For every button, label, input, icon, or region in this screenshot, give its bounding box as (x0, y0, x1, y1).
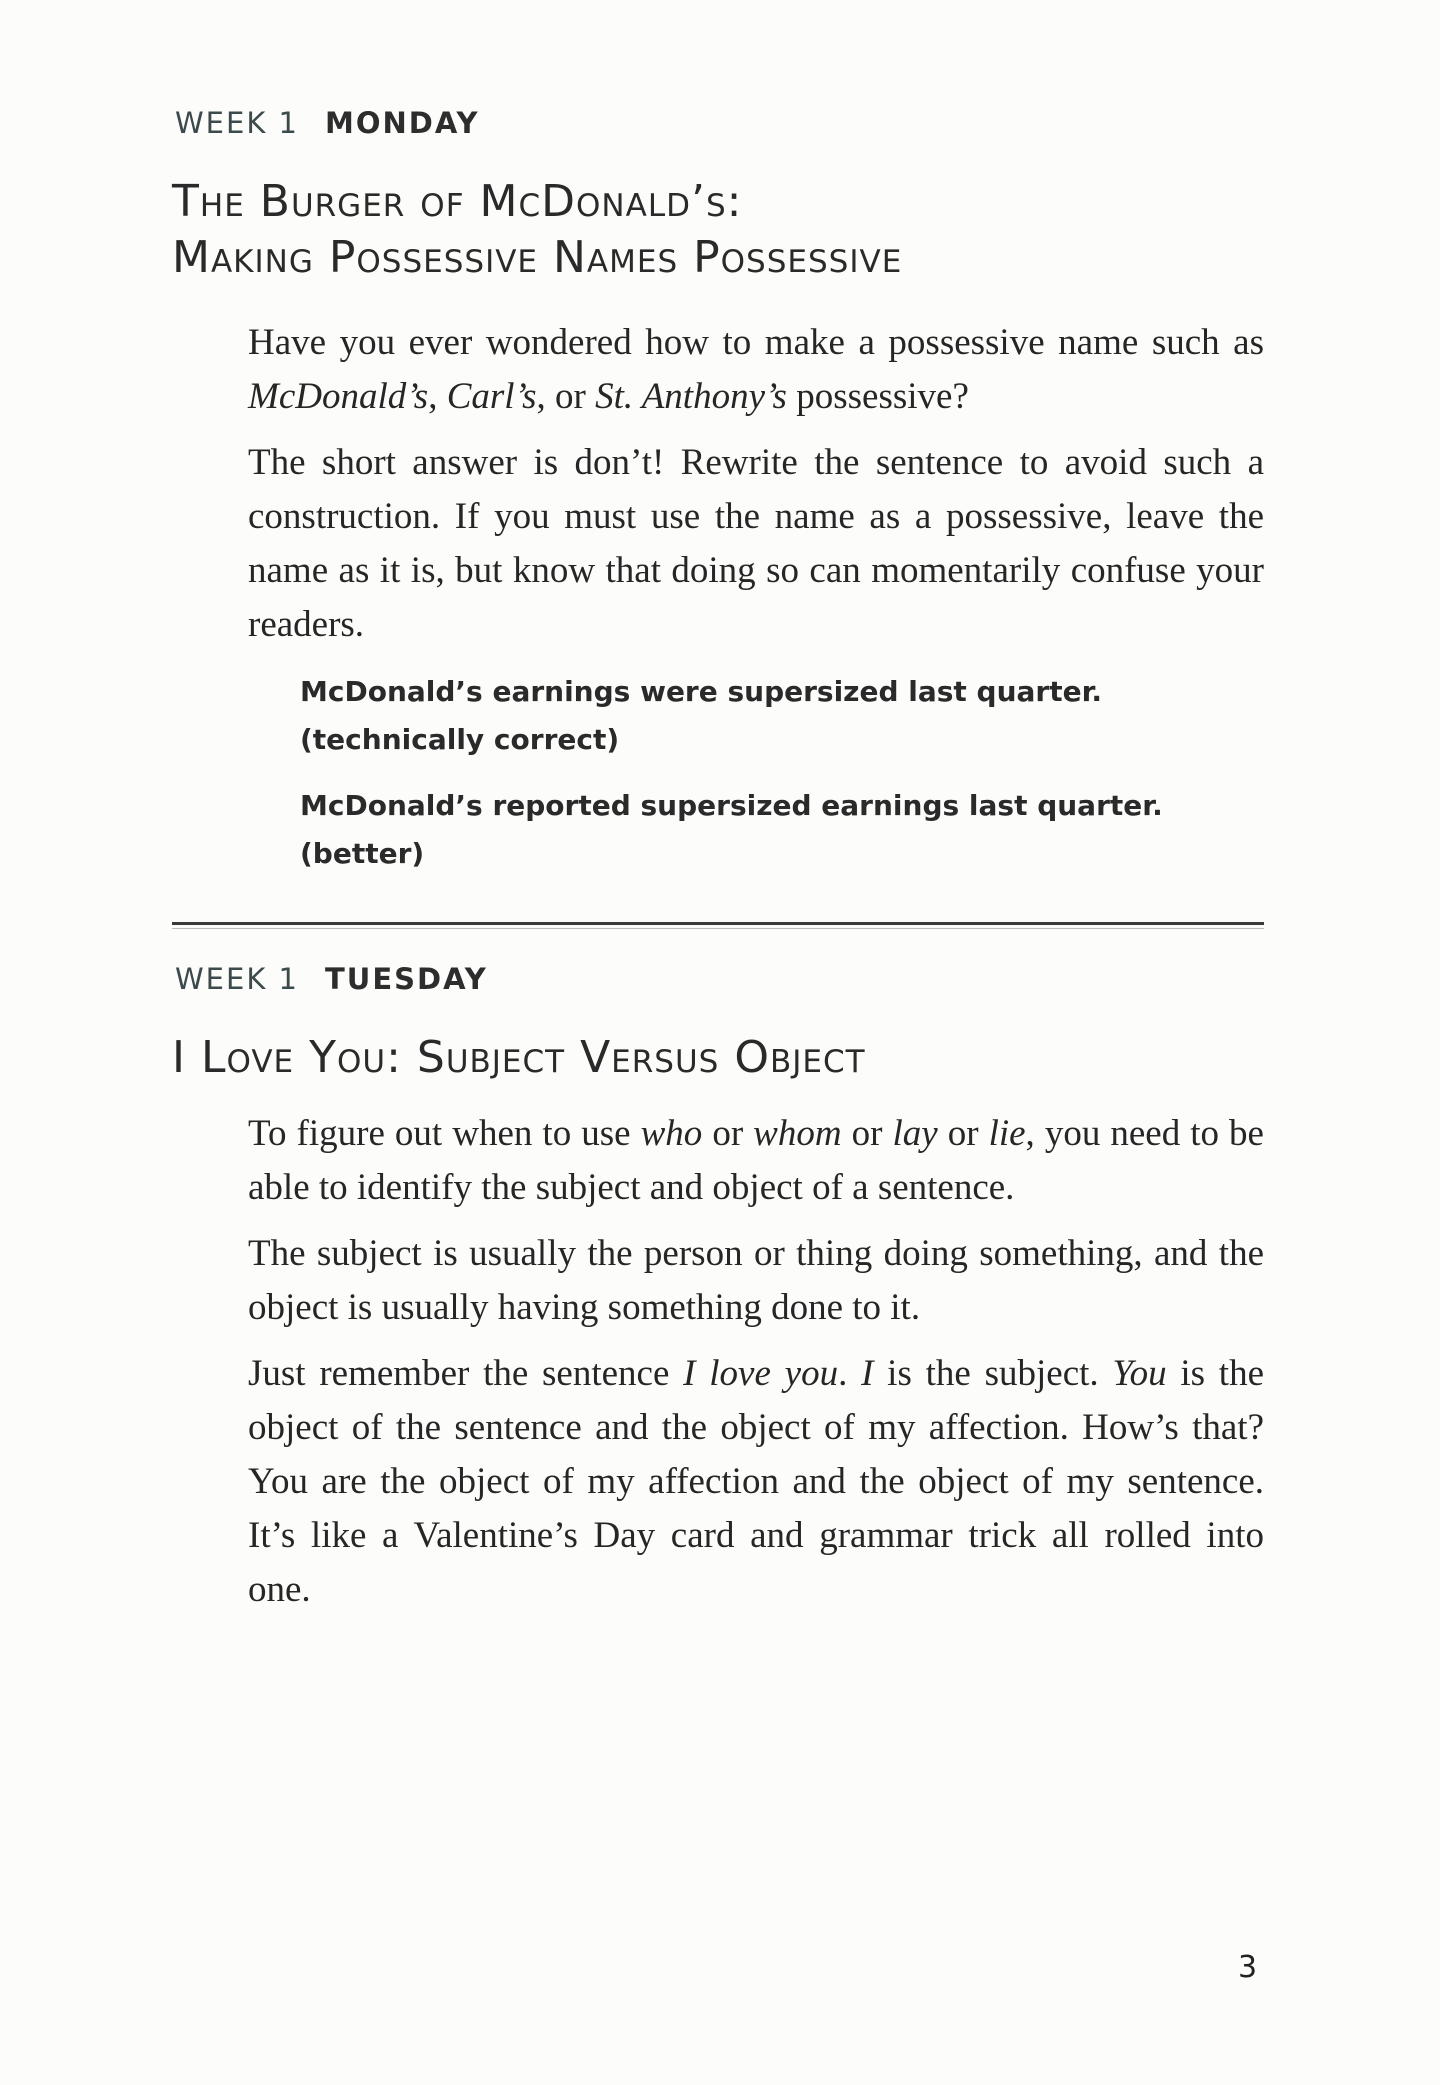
title-line-2: Making Possessive Names Possessive (172, 232, 903, 283)
week-label: WEEK 1 (175, 106, 300, 140)
paragraph: The short answer is don’t! Rewrite the sentence to avoid such a construction. If you must use the name as a possessive, leave the name as it is, but know that doing so can momentarily confuse your readers. (248, 442, 1264, 645)
page-number: 3 (1238, 1950, 1258, 1985)
example-item (300, 782, 1260, 878)
title-line-1: The Burger of McDonald’s: (172, 176, 743, 227)
monday-body (248, 316, 1264, 664)
week-day-label-monday (175, 106, 480, 140)
example-note: (technically correct) (300, 723, 620, 756)
week-day-label-tuesday (175, 962, 488, 996)
week-label: WEEK 1 (175, 962, 300, 996)
section-title-tuesday: I Love You: Subject Versus Object (172, 1032, 866, 1083)
paragraph: Have you ever wondered how to make a possessive name such as McDonald’s, Carl’s, or St. Anthony’s possessive? (248, 322, 1264, 417)
example-item (300, 668, 1260, 764)
section-divider (172, 922, 1264, 925)
tuesday-body (248, 1107, 1264, 1629)
day-label: TUESDAY (325, 962, 488, 996)
example-note: (better) (300, 837, 425, 870)
example-sentence: McDonald’s reported supersized earnings last quarter. (300, 789, 1163, 822)
paragraph: Just remember the sentence I love you. I is the subject. You is the object of the sentence and the object of my affection. How’s that? You are the object of my affection and the object of my sentence. It’s like a Valentine’s Day card and grammar trick all rolled into one. (248, 1353, 1264, 1610)
section-title-monday (172, 174, 902, 286)
day-label: MONDAY (325, 106, 480, 140)
examples-monday (300, 668, 1260, 896)
paragraph: To figure out when to use who or whom or lay or lie, you need to be able to identify the subject and object of a sentence. (248, 1113, 1264, 1208)
paragraph: The subject is usually the person or thing doing something, and the object is usually having something done to it. (248, 1233, 1264, 1328)
example-sentence: McDonald’s earnings were supersized last quarter. (300, 675, 1103, 708)
